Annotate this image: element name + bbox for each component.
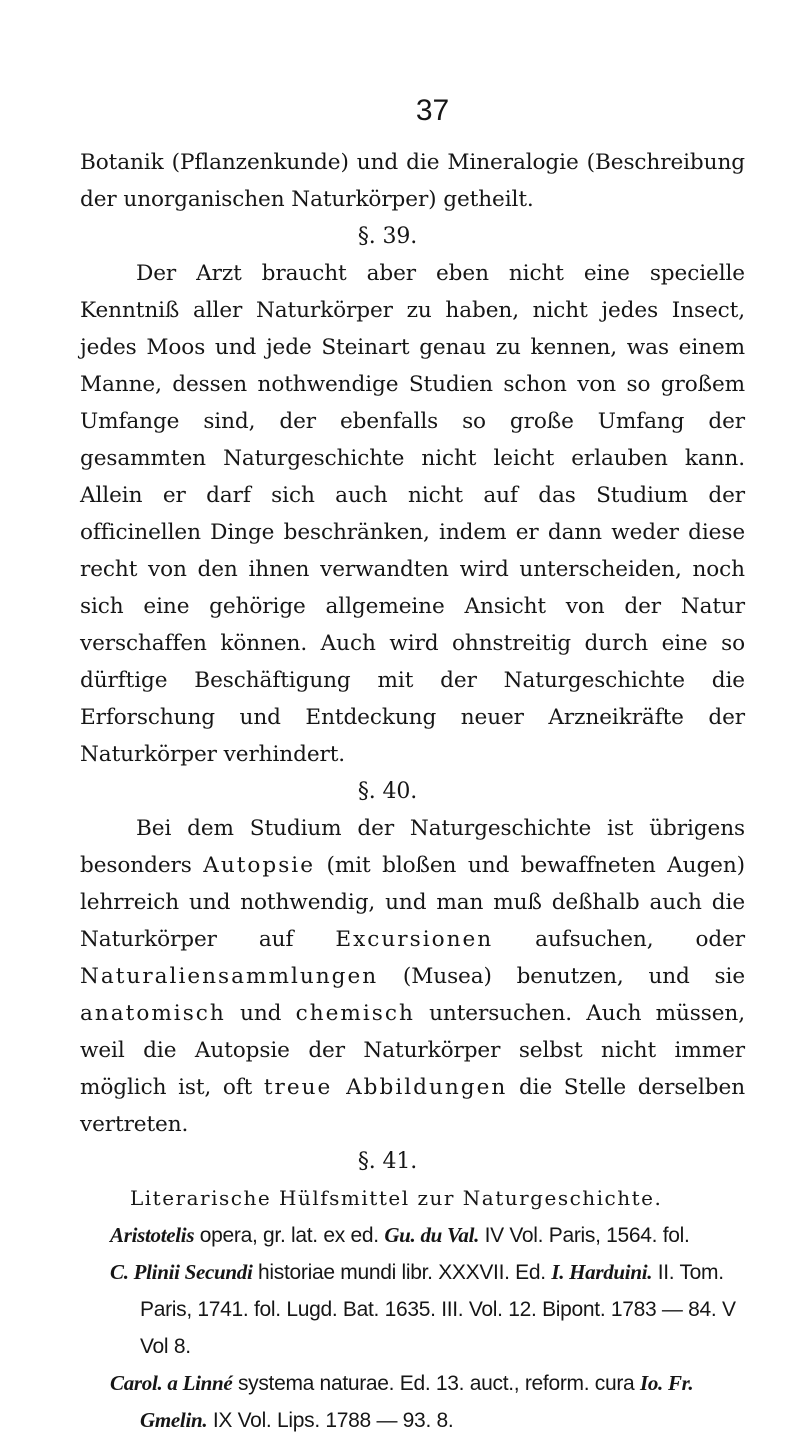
emphasis-naturaliensammlungen: Naturaliensammlungen xyxy=(80,964,379,989)
reference-editor: Io. Fr. Gmelin. xyxy=(140,1371,694,1432)
reference-text: systema naturae. Ed. 13. auct., reform. cura xyxy=(232,1372,640,1395)
reference-text: historiae mundi libr. XXXVII. Ed. xyxy=(252,1261,552,1284)
emphasis-excursionen: Excursionen xyxy=(335,927,494,952)
reference-item xyxy=(110,1254,745,1365)
section-heading-40: §. 40. xyxy=(357,779,418,804)
text-run: und xyxy=(225,1001,296,1026)
literature-heading: Literarische Hülfsmittel zur Naturgeschichte. xyxy=(130,1186,663,1210)
reference-text: IX Vol. Lips. 1788 — 93. 8. xyxy=(207,1409,454,1432)
text-run: die Stelle derselben vertreten. xyxy=(80,1075,745,1137)
reference-editor: I. Harduini. xyxy=(551,1260,653,1284)
text-run: aufsuchen, oder xyxy=(493,927,745,952)
reference-item xyxy=(110,1217,745,1254)
reference-author: C. Plinii Secundi xyxy=(110,1260,253,1284)
emphasis-anatomisch: anatomisch xyxy=(80,1001,226,1026)
page-number: 37 xyxy=(415,94,450,127)
reference-text: IV Vol. Paris, 1564. fol. xyxy=(479,1224,690,1247)
paragraph-39: Der Arzt braucht aber eben nicht eine specielle Kenntniß aller Naturkörper zu haben, nicht jedes Insect, jedes Moos und jede Steinart genau zu kennen, was einem Manne, dessen nothwendige Studien schon von so großem Umfange sind, der ebenfalls so große Umfang der gesammten Naturgeschichte nicht leicht erlauben kann. Allein er darf sich auch nicht auf das Studium der officinellen Dinge beschränken, indem er dann weder diese recht von den ihnen verwandten wird unterscheiden, noch sich eine gehörige allgemeine Ansicht von der Natur verschaffen können. Auch wird ohnstreitig durch eine so dürftige Beschäftigung mit der Naturgeschichte die Erforschung und Entdeckung neuer Arzneikräfte der Naturkörper verhindert. xyxy=(80,261,745,767)
reference-text: opera, gr. lat. ex ed. xyxy=(194,1224,385,1247)
emphasis-chemisch: chemisch xyxy=(295,1001,415,1026)
reference-text: II. Tom. Paris, 1741. fol. Lugd. Bat. 1635. III. Vol. 12. Bipont. 1783 — 84. V Vol 8. xyxy=(140,1261,736,1358)
reference-author: Carol. a Linné xyxy=(110,1371,233,1395)
section-heading-41: §. 41. xyxy=(357,1149,418,1174)
text-run: (mit bloßen und bewaffneten Augen) lehrreich und nothwendig, und man muß deßhalb auch die Naturkörper auf xyxy=(80,853,745,952)
reference-author: Aristotelis xyxy=(110,1223,195,1247)
reference-list xyxy=(80,1217,745,1439)
text-run: Bei dem Studium der Naturgeschichte ist übrigens besonders xyxy=(80,816,745,878)
text-run: (Musea) benutzen, und sie xyxy=(378,964,745,989)
paragraph-40 xyxy=(80,810,745,1143)
reference-editor: Gu. du Val. xyxy=(384,1223,480,1247)
text-run: untersuchen. Auch müssen, weil die Autopsie der Naturkörper selbst nicht immer möglich ist, oft xyxy=(80,1001,745,1100)
reference-item xyxy=(110,1365,745,1439)
emphasis-treue-abbildungen: treue Abbildungen xyxy=(263,1075,508,1100)
emphasis-autopsie: Autopsie xyxy=(203,853,315,878)
intro-paragraph: Botanik (Pflanzenkunde) und die Mineralogie (Beschreibung der unorganischen Naturkörper) getheilt. xyxy=(80,150,745,212)
section-heading-39: §. 39. xyxy=(357,224,418,249)
